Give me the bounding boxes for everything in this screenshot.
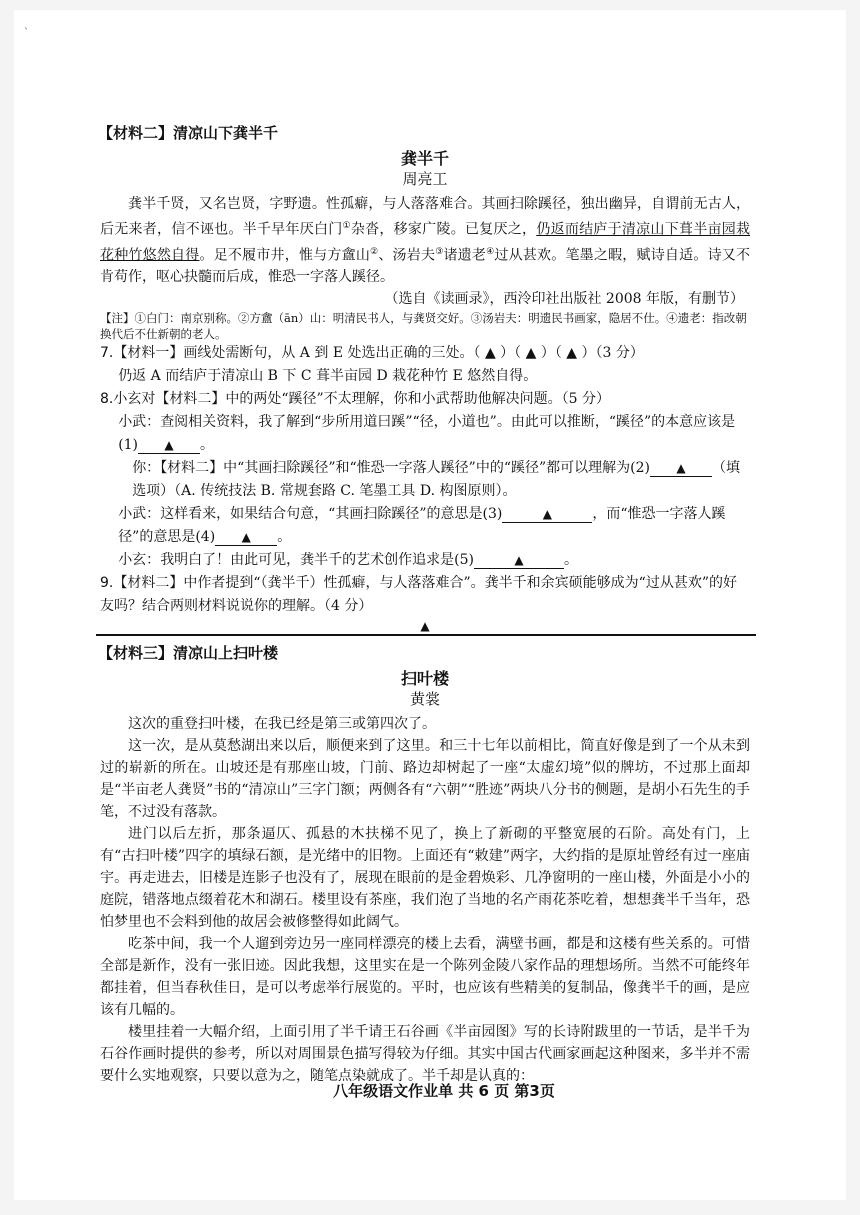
- answer-blank-1[interactable]: ▲: [138, 437, 200, 454]
- page-footer: 八年级语文作业单 共 6 页 第3页: [333, 1082, 555, 1100]
- scan-mark: `: [24, 28, 29, 39]
- material2-source: （选自《读画录》，西泠印社出版社 2008 年版，有删节）: [384, 291, 744, 308]
- answer-blank-4[interactable]: ▲: [215, 529, 277, 546]
- answer-line-9: [96, 634, 756, 636]
- worksheet-page: [14, 10, 846, 1200]
- material2-notes: 【注】①白门：南京别称。②方盦（ān）山：明清民书人，与龚贤交好。③汤岩夫：明遗民书画家，隐居不仕。④遗老：指改朝换代后不仕新朝的老人。: [100, 311, 747, 342]
- page-content: [100, 122, 750, 1087]
- material2-author: 周亮工: [402, 170, 448, 188]
- dialogue-1: 小武：查阅相关资料，我了解到“步所用道曰蹊”“径，小道也”。由此可以推断，“蹊径”的本意应该是(1) ▲ 。: [118, 414, 736, 454]
- material2-paragraph: 龚半千贤，又名岂贤，字野遗。性孤癖，与人落落难合。其画扫除蹊径，独出幽异，自谓前无古人，后无来者，信不诬也。半千早年厌白门①杂沓，移家广陵。已复厌之，仍返而结庐于清凉山下葺半亩园栽花种竹悠然自得。足不履市井，惟与方盦山②、汤岩夫③诸遗老④过从甚欢。笔墨之暇，赋诗自适。诗又不肯苟作，呕心抉髓而后成，惟恐一字落人蹊径。: [100, 196, 751, 286]
- answer-area-9[interactable]: ▲: [420, 619, 430, 634]
- material3-author: 黄裳: [409, 690, 440, 709]
- underlined-sentence: 仍返而结庐于清凉山下葺半亩园栽花种竹悠然自得: [100, 221, 751, 264]
- answer-blank-3[interactable]: ▲: [502, 506, 592, 523]
- material2-title: 龚半千: [400, 149, 449, 168]
- material3-heading: 【材料三】清凉山上扫叶楼: [98, 644, 279, 663]
- material2-heading: 【材料二】清凉山下龚半千: [98, 124, 279, 142]
- dialogue-3: 小武：这样看来，如果结合句意，“其画扫除蹊径”的意思是(3) ▲ ，而“惟恐一字落人蹊径”的意思是(4) ▲ 。: [118, 506, 726, 546]
- material3-paragraph: 这次的重登扫叶楼，在我已经是第三或第四次了。: [128, 716, 436, 733]
- dialogue-4: 小玄：我明白了！由此可见，龚半千的艺术创作追求是(5) ▲ 。: [118, 552, 579, 569]
- material3-paragraph: 这一次，是从莫愁湖出来以后，顺便来到了这里。和三十七年以前相比，简直好像是到了一个从未到过的崭新的所在。山坡还是有那座山坡，门前、路边却树起了一座“太虚幻境”似的牌坊，不过那上面却是“半亩老人龚贤”书的“清凉山”三字门额；两侧各有“六朝”“胜迹”两块八分书的侧题，是胡小石先生的手笔，不过没有落款。: [100, 738, 750, 821]
- question-8: 8.小玄对【材料二】中的两处“蹊径”不太理解，你和小武帮助他解决问题。（5 分）: [100, 391, 611, 408]
- question-7-line: 仍返 A 而结庐于清凉山 B 下 C 葺半亩园 D 栽花种竹 E 悠然自得。: [118, 368, 538, 385]
- material3-paragraph: 进门以后左折，那条逼仄、孤悬的木扶梯不见了，换上了新砌的平整宽展的石阶。高处有门，上有“古扫叶楼”四字的填绿石额，是光绪中的旧物。上面还有“敕建”两字，大约指的是原址曾经有过一座庙宇。再走进去，旧楼是连影子也没有了，展现在眼前的是金碧焕彩、几净窗明的一座山楼，外面是小小的庭院，错落地点缀着花木和湖石。楼里设有茶座，我们泡了当地的名产雨花茶吃着，想想龚半千当年，恐怕梦里也不会料到他的故居会被修整得如此阔气。: [100, 826, 750, 931]
- material3-title: 扫叶楼: [400, 669, 449, 689]
- dialogue-2: 你：【材料二】中“其画扫除蹊径”和“惟恐一字落人蹊径”中的“蹊径”都可以理解为(2) ▲ （填选项）（A. 传统技法 B. 常规套路 C. 笔墨工具 D. 构图原则）。: [132, 460, 740, 500]
- answer-blank-5[interactable]: ▲: [474, 552, 564, 569]
- material3-paragraph: 楼里挂着一大幅介绍，上面引用了半千请王石谷画《半亩园图》写的长诗附跋里的一节话，是半千为石谷作画时提供的参考，所以对周围景色描写得较为仔细。其实中国古代画家画起这种图来，多半并不需要什么实地观察，只要以意为之，随笔点染就成了。半千却是认真的：: [100, 1024, 750, 1085]
- material3-paragraph: 吃茶中间，我一个人遛到旁边另一座同样漂亮的楼上去看，满壁书画，都是和这楼有些关系的。可惜全部是新作，没有一张旧迹。因此我想，这里实在是一个陈列金陵八家作品的理想场所。当然不可能终年都挂着，但当春秋佳日，是可以考虑举行展览的。平时，也应该有些精美的复制品，像龚半千的画，是应该有几幅的。: [100, 936, 750, 1019]
- question-7: 7.【材料一】画线处需断句，从 A 到 E 处选出正确的三处。（ ▲ ）（ ▲ ）（ ▲ ）（3 分）: [100, 345, 644, 362]
- answer-blank-2[interactable]: ▲: [650, 460, 712, 477]
- question-9: 9.【材料二】中作者提到“（龚半千）性孤癖，与人落落难合”。龚半千和余宾硕能够成为“过从甚欢”的好友吗？结合两则材料说说你的理解。（4 分）: [100, 575, 737, 615]
